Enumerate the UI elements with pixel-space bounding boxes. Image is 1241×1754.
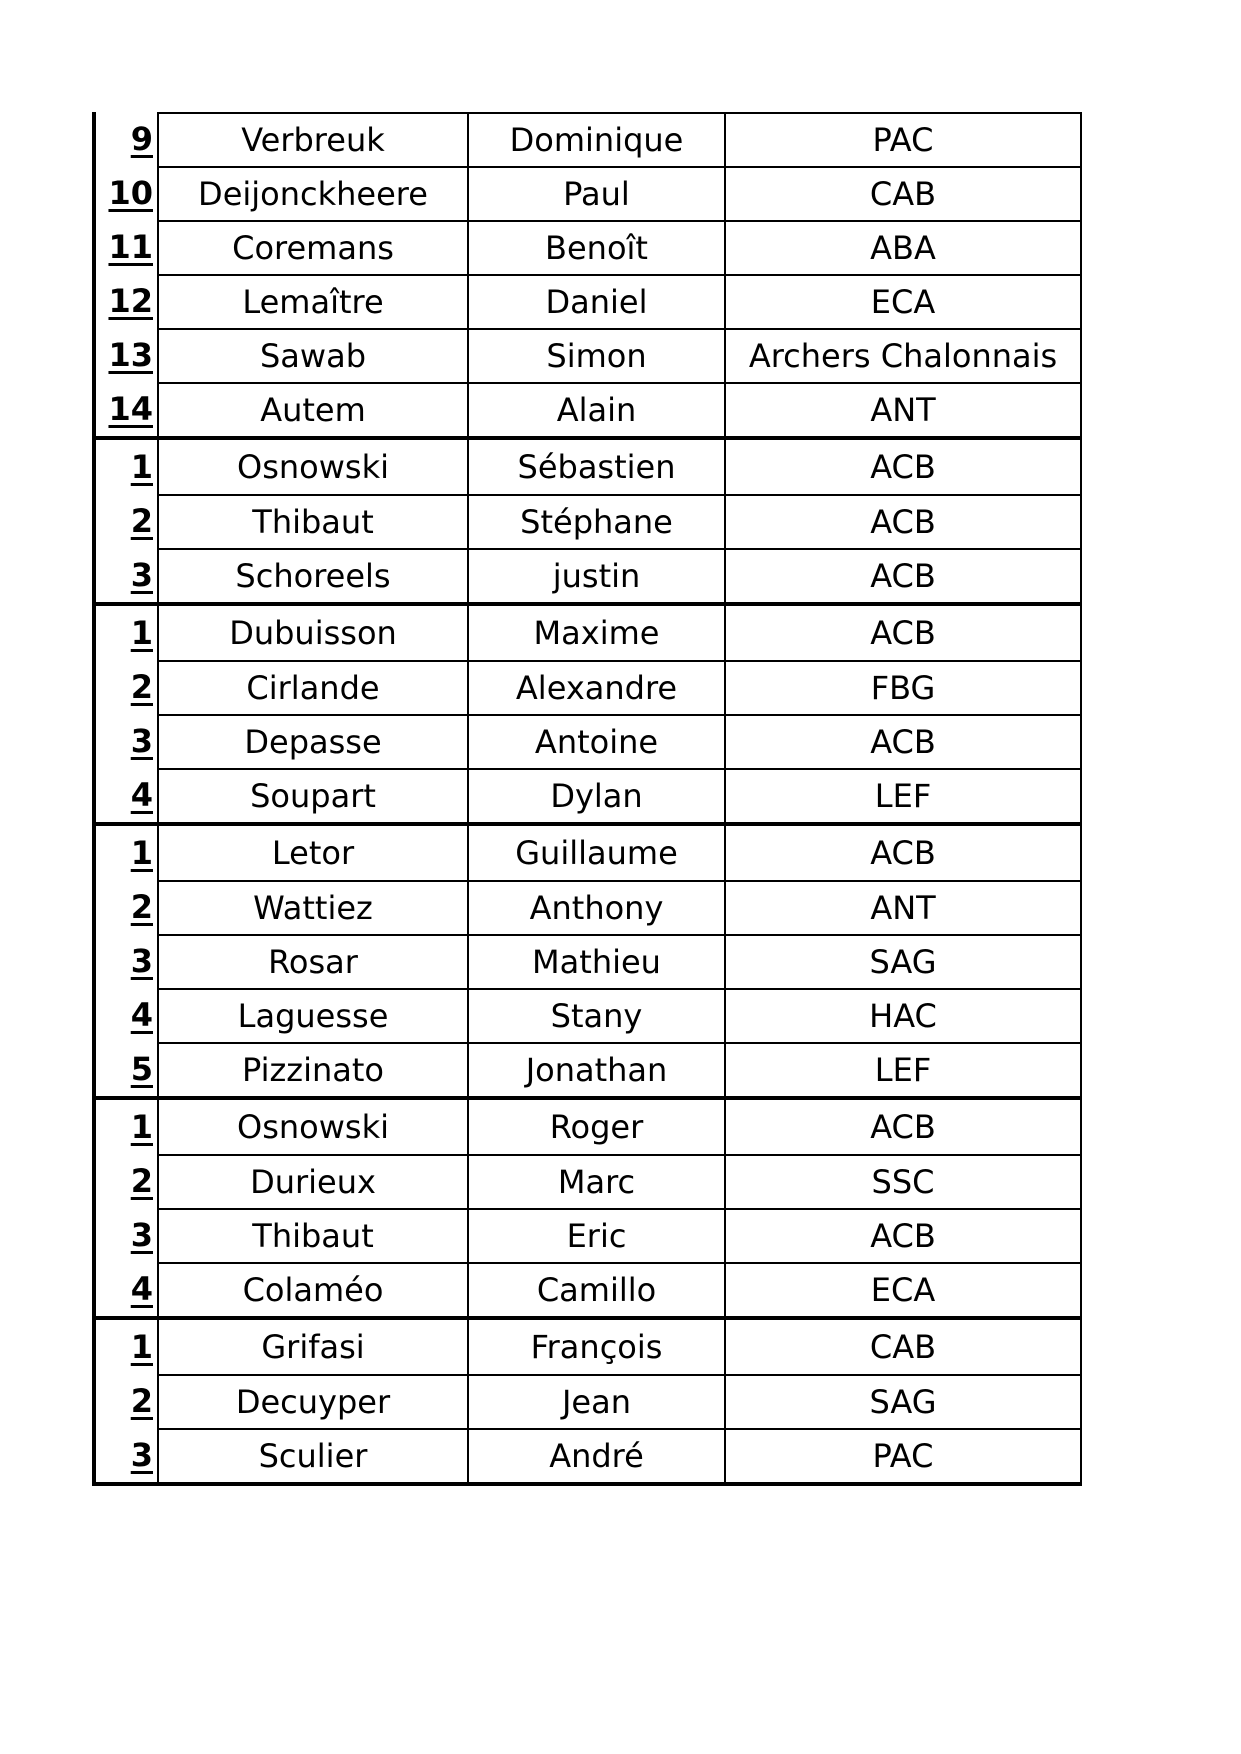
first-name-cell: Anthony bbox=[467, 880, 724, 934]
last-name-cell: Lemaître bbox=[157, 274, 467, 328]
rank-cell: 4 bbox=[130, 996, 153, 1034]
club-cell: ACB bbox=[724, 1100, 1082, 1154]
last-name-cell: Decuyper bbox=[157, 1374, 467, 1428]
table-row bbox=[96, 494, 1082, 548]
first-name-cell: Alexandre bbox=[467, 660, 724, 714]
table-row bbox=[96, 1100, 1082, 1154]
club-cell: ACB bbox=[724, 826, 1082, 880]
rank-cell: 2 bbox=[130, 502, 153, 540]
club-cell: SSC bbox=[724, 1154, 1082, 1208]
first-name-cell: Guillaume bbox=[467, 826, 724, 880]
last-name-cell: Sawab bbox=[157, 328, 467, 382]
rank-cell: 2 bbox=[130, 1162, 153, 1200]
table-group bbox=[96, 112, 1082, 440]
club-cell: ECA bbox=[724, 274, 1082, 328]
rank-cell: 1 bbox=[130, 614, 153, 652]
club-cell: ACB bbox=[724, 494, 1082, 548]
table-row bbox=[96, 1208, 1082, 1262]
last-name-cell: Thibaut bbox=[157, 1208, 467, 1262]
first-name-cell: Maxime bbox=[467, 606, 724, 660]
rank-cell: 2 bbox=[130, 888, 153, 926]
rank-cell: 12 bbox=[108, 282, 153, 320]
table-row bbox=[96, 112, 1082, 166]
rank-cell: 1 bbox=[130, 1328, 153, 1366]
rank-cell: 3 bbox=[130, 1216, 153, 1254]
table-row bbox=[96, 826, 1082, 880]
last-name-cell: Letor bbox=[157, 826, 467, 880]
rank-cell: 4 bbox=[130, 776, 153, 814]
last-name-cell: Wattiez bbox=[157, 880, 467, 934]
rank-cell: 4 bbox=[130, 1270, 153, 1308]
first-name-cell: Jonathan bbox=[467, 1042, 724, 1096]
first-name-cell: Stany bbox=[467, 988, 724, 1042]
club-cell: LEF bbox=[724, 1042, 1082, 1096]
rank-cell: 9 bbox=[130, 120, 153, 158]
first-name-cell: Eric bbox=[467, 1208, 724, 1262]
table-group bbox=[96, 440, 1082, 606]
last-name-cell: Schoreels bbox=[157, 548, 467, 602]
last-name-cell: Osnowski bbox=[157, 1100, 467, 1154]
club-cell: PAC bbox=[724, 112, 1082, 166]
first-name-cell: André bbox=[467, 1428, 724, 1482]
last-name-cell: Deijonckheere bbox=[157, 166, 467, 220]
table-row bbox=[96, 1154, 1082, 1208]
table-group bbox=[96, 826, 1082, 1100]
last-name-cell: Verbreuk bbox=[157, 112, 467, 166]
rank-cell: 2 bbox=[130, 668, 153, 706]
table-row bbox=[96, 548, 1082, 602]
first-name-cell: Benoît bbox=[467, 220, 724, 274]
last-name-cell: Pizzinato bbox=[157, 1042, 467, 1096]
first-name-cell: Paul bbox=[467, 166, 724, 220]
table-row bbox=[96, 382, 1082, 436]
rank-cell: 2 bbox=[130, 1382, 153, 1420]
rank-cell: 14 bbox=[108, 390, 153, 428]
table-group bbox=[96, 1100, 1082, 1320]
rank-cell: 11 bbox=[108, 228, 153, 266]
club-cell: SAG bbox=[724, 934, 1082, 988]
last-name-cell: Soupart bbox=[157, 768, 467, 822]
rank-cell: 1 bbox=[130, 448, 153, 486]
last-name-cell: Durieux bbox=[157, 1154, 467, 1208]
rank-cell: 1 bbox=[130, 1108, 153, 1146]
club-cell: LEF bbox=[724, 768, 1082, 822]
first-name-cell: Antoine bbox=[467, 714, 724, 768]
club-cell: ABA bbox=[724, 220, 1082, 274]
club-cell: PAC bbox=[724, 1428, 1082, 1482]
rank-cell: 5 bbox=[130, 1050, 153, 1088]
table-row bbox=[96, 1428, 1082, 1482]
first-name-cell: Sébastien bbox=[467, 440, 724, 494]
rank-cell: 3 bbox=[130, 722, 153, 760]
table-row bbox=[96, 880, 1082, 934]
first-name-cell: justin bbox=[467, 548, 724, 602]
results-table bbox=[92, 112, 1082, 1486]
last-name-cell: Sculier bbox=[157, 1428, 467, 1482]
table-group bbox=[96, 1320, 1082, 1486]
first-name-cell: Jean bbox=[467, 1374, 724, 1428]
club-cell: CAB bbox=[724, 1320, 1082, 1374]
club-cell: ANT bbox=[724, 382, 1082, 436]
club-cell: SAG bbox=[724, 1374, 1082, 1428]
club-cell: HAC bbox=[724, 988, 1082, 1042]
table-row bbox=[96, 1320, 1082, 1374]
rank-cell: 13 bbox=[108, 336, 153, 374]
rank-cell: 3 bbox=[130, 556, 153, 594]
first-name-cell: Daniel bbox=[467, 274, 724, 328]
first-name-cell: Mathieu bbox=[467, 934, 724, 988]
table-row bbox=[96, 328, 1082, 382]
club-cell: Archers Chalonnais bbox=[724, 328, 1082, 382]
first-name-cell: Dominique bbox=[467, 112, 724, 166]
table-row bbox=[96, 768, 1082, 822]
rank-cell: 3 bbox=[130, 942, 153, 980]
first-name-cell: Roger bbox=[467, 1100, 724, 1154]
last-name-cell: Autem bbox=[157, 382, 467, 436]
first-name-cell: Simon bbox=[467, 328, 724, 382]
first-name-cell: Stéphane bbox=[467, 494, 724, 548]
first-name-cell: Alain bbox=[467, 382, 724, 436]
last-name-cell: Rosar bbox=[157, 934, 467, 988]
last-name-cell: Cirlande bbox=[157, 660, 467, 714]
club-cell: ACB bbox=[724, 1208, 1082, 1262]
table-row bbox=[96, 934, 1082, 988]
first-name-cell: François bbox=[467, 1320, 724, 1374]
club-cell: CAB bbox=[724, 166, 1082, 220]
last-name-cell: Osnowski bbox=[157, 440, 467, 494]
last-name-cell: Dubuisson bbox=[157, 606, 467, 660]
last-name-cell: Laguesse bbox=[157, 988, 467, 1042]
rank-cell: 1 bbox=[130, 834, 153, 872]
table-row bbox=[96, 714, 1082, 768]
club-cell: ACB bbox=[724, 548, 1082, 602]
club-cell: ECA bbox=[724, 1262, 1082, 1316]
club-cell: ANT bbox=[724, 880, 1082, 934]
club-cell: ACB bbox=[724, 440, 1082, 494]
table-group bbox=[96, 606, 1082, 826]
table-row bbox=[96, 606, 1082, 660]
first-name-cell: Dylan bbox=[467, 768, 724, 822]
table-row bbox=[96, 274, 1082, 328]
last-name-cell: Coremans bbox=[157, 220, 467, 274]
table-row bbox=[96, 988, 1082, 1042]
club-cell: ACB bbox=[724, 606, 1082, 660]
last-name-cell: Grifasi bbox=[157, 1320, 467, 1374]
rank-cell: 10 bbox=[108, 174, 153, 212]
table-row bbox=[96, 220, 1082, 274]
club-cell: FBG bbox=[724, 660, 1082, 714]
table-row bbox=[96, 1374, 1082, 1428]
table-row bbox=[96, 660, 1082, 714]
table-row bbox=[96, 440, 1082, 494]
first-name-cell: Marc bbox=[467, 1154, 724, 1208]
last-name-cell: Colaméo bbox=[157, 1262, 467, 1316]
table-row bbox=[96, 1262, 1082, 1316]
table-row bbox=[96, 166, 1082, 220]
rank-cell: 3 bbox=[130, 1436, 153, 1474]
last-name-cell: Depasse bbox=[157, 714, 467, 768]
club-cell: ACB bbox=[724, 714, 1082, 768]
table-row bbox=[96, 1042, 1082, 1096]
last-name-cell: Thibaut bbox=[157, 494, 467, 548]
first-name-cell: Camillo bbox=[467, 1262, 724, 1316]
